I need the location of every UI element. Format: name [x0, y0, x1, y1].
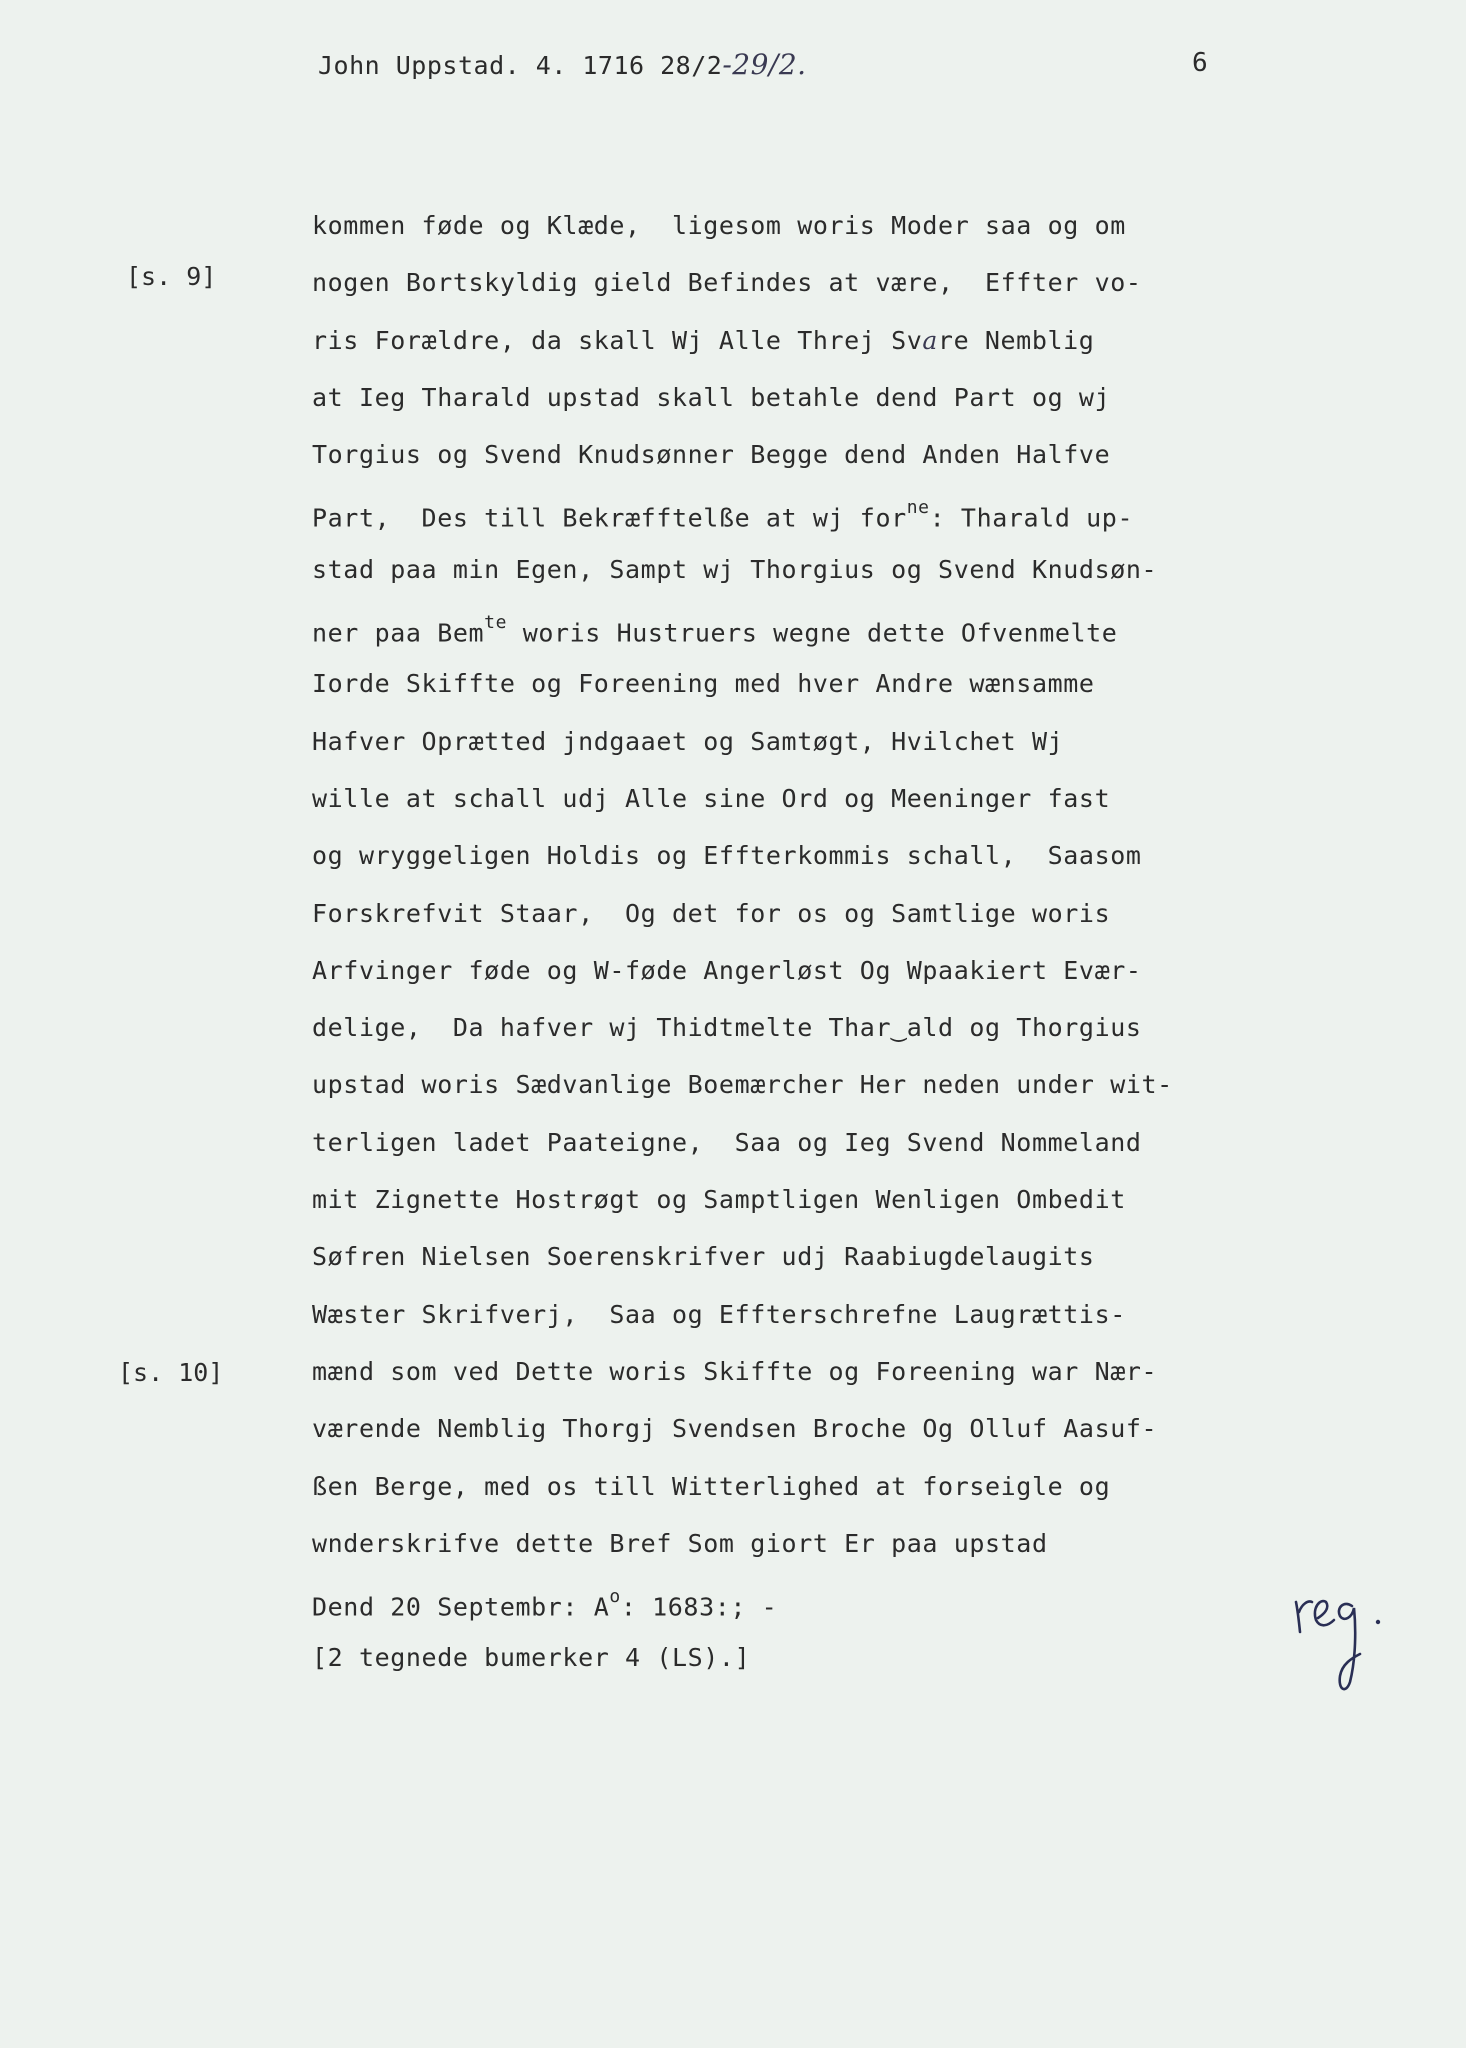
- line-text: Arfvinger føde og W-føde Angerløst Og Wpaakiert Evær-: [312, 955, 1142, 985]
- line-text: delige, Da hafver wj Thidtmelte Thar‿ald og Thorgius: [312, 1013, 1142, 1043]
- line-text: kommen føde og Klæde, ligesom woris Moder saa og om: [312, 211, 1126, 240]
- text-line: [312, 1524, 1173, 1581]
- line-text-continued: : Tharald up-: [929, 503, 1134, 533]
- text-line: [312, 607, 1173, 664]
- text-line: [312, 1467, 1173, 1524]
- transcription-body: [312, 206, 1173, 1696]
- text-line: [312, 951, 1173, 1008]
- superscript-abbreviation: ne: [906, 497, 930, 519]
- line-text: Søfren Nielsen Soerenskrifver udj Raabiugdelaugits: [312, 1242, 1095, 1272]
- text-line: [312, 1008, 1173, 1065]
- line-text: Wæster Skrifverj, Saa og Effterschrefne Laugrættis-: [312, 1299, 1126, 1329]
- line-text: Part, Des till Bekræfftelße at wj for: [312, 503, 907, 533]
- line-text: wnderskrifve dette Bref Som giort Er paa upstad: [312, 1528, 1048, 1558]
- line-text-continued: : 1683:; -: [620, 1592, 778, 1622]
- text-line: [312, 321, 1173, 378]
- text-line: [312, 664, 1173, 721]
- line-text: mit Zignette Hostrøgt og Samptligen Wenligen Ombedit: [312, 1185, 1126, 1215]
- line-text: ner paa Bem: [312, 618, 485, 648]
- text-line: [312, 435, 1173, 492]
- page-number: 6: [1192, 48, 1208, 78]
- handwritten-date-annotation: -29/2.: [722, 48, 807, 81]
- text-line: [312, 550, 1173, 607]
- line-text: Torgius og Svend Knudsønner Begge dend Anden Halfve: [312, 440, 1111, 470]
- text-line: [312, 779, 1173, 836]
- line-text: terligen ladet Paateigne, Saa og Ieg Svend Nommeland: [312, 1127, 1142, 1157]
- line-text: Hafver Oprætted jndgaaet og Samtøgt, Hvilchet Wj: [312, 726, 1064, 756]
- line-text: upstad woris Sædvanlige Boemærcher Her neden under wit-: [312, 1070, 1173, 1100]
- line-text: [2 tegnede bumerker 4 (LS).]: [312, 1643, 751, 1673]
- text-line: [312, 1237, 1173, 1294]
- text-line: [312, 836, 1173, 893]
- line-text: ris Forældre, da skall Wj Alle Threj Sv: [312, 325, 923, 355]
- text-line: [312, 206, 1173, 263]
- line-text: mænd som ved Dette woris Skiffte og Foreening war Nær-: [312, 1356, 1158, 1386]
- header-text: John Uppstad. 4. 1716 28/2: [318, 51, 723, 80]
- line-text: at Ieg Tharald upstad skall betahle dend Part og wj: [312, 382, 1111, 412]
- line-text: wille at schall udj Alle sine Ord og Meeninger fast: [312, 783, 1111, 813]
- text-line: [312, 1409, 1173, 1466]
- line-text: ßen Berge, med os till Witterlighed at forseigle og: [312, 1471, 1111, 1501]
- text-line: [312, 1065, 1173, 1122]
- handwritten-reg-mark: [1290, 1588, 1400, 1698]
- text-line: [312, 1180, 1173, 1237]
- text-line: [312, 263, 1173, 320]
- line-text: nogen Bortskyldig gield Befindes at være, Effter vo-: [312, 268, 1142, 298]
- text-line: [312, 1295, 1173, 1352]
- line-text-continued: re Nemblig: [937, 325, 1095, 355]
- margin-page-ref-s10: [s. 10]: [118, 1358, 224, 1387]
- text-line: [312, 1581, 1173, 1638]
- superscript-abbreviation: o: [609, 1586, 621, 1608]
- margin-page-ref-s9: [s. 9]: [126, 262, 217, 291]
- text-line: [312, 1638, 1173, 1695]
- text-line: [312, 722, 1173, 779]
- line-text: og wryggeligen Holdis og Effterkommis schall, Saasom: [312, 841, 1142, 871]
- line-text: Dend 20 Septembr: A: [312, 1592, 610, 1622]
- line-text: værende Nemblig Thorgj Svendsen Broche Og Olluf Aasuf-: [312, 1414, 1158, 1444]
- text-line: [312, 1123, 1173, 1180]
- handwritten-insertion: a: [922, 325, 938, 355]
- line-text: Iorde Skiffte og Foreening med hver Andre wænsamme: [312, 669, 1095, 699]
- line-text: stad paa min Egen, Sampt wj Thorgius og Svend Knudsøn-: [312, 554, 1158, 584]
- superscript-abbreviation: te: [484, 612, 508, 634]
- text-line: [312, 1352, 1173, 1409]
- line-text-continued: woris Hustruers wegne dette Ofvenmelte: [507, 618, 1118, 648]
- text-line: [312, 894, 1173, 951]
- text-line: [312, 378, 1173, 435]
- line-text: Forskrefvit Staar, Og det for os og Samtlige woris: [312, 898, 1111, 928]
- page-header: [318, 48, 807, 81]
- text-line: [312, 492, 1173, 549]
